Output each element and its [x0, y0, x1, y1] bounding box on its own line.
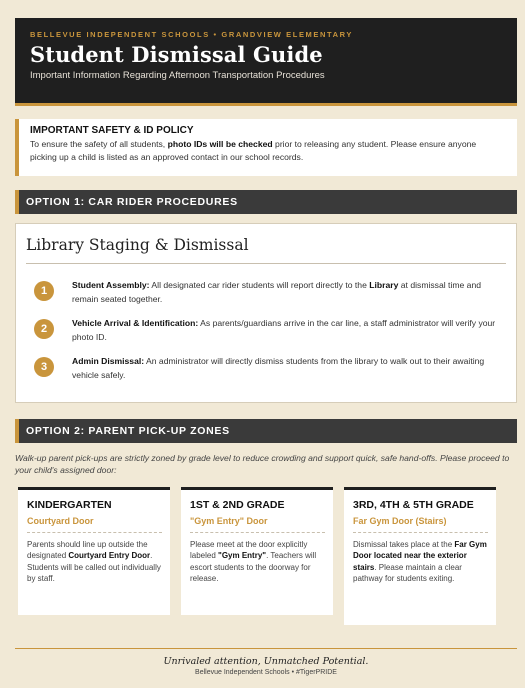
- zone-text: . Please maintain a clear pathway for students exiting.: [353, 562, 462, 583]
- header-accent-rule: [15, 103, 517, 106]
- divider: [26, 263, 506, 264]
- zone-emphasis: Courtyard Entry Door: [68, 551, 151, 560]
- zone-title: 3RD, 4TH & 5TH GRADE: [353, 499, 474, 511]
- section-bar-option-1: OPTION 1: CAR RIDER PROCEDURES: [15, 190, 517, 214]
- zones-intro: Walk-up parent pick-ups are strictly zoned by grade level to reduce crowding and support quick, safe hand-offs. Please proceed to your child's assigned door:: [15, 453, 510, 475]
- step-body: As parents/guardians arrive in the car line, a staff administrator will verify your photo ID.: [72, 318, 496, 342]
- zone-body: [190, 539, 325, 585]
- zone-text: . Students will be called out individually by staff.: [27, 551, 161, 583]
- step-body: All designated car rider students will report directly to the: [149, 280, 370, 290]
- page-subtitle: Important Information Regarding Afternoon Transportation Procedures: [30, 70, 325, 81]
- policy-text: prior to releasing any student. Please ensure anyone picking up a child is listed as an approved contact in our school records.: [30, 139, 477, 162]
- zone-card-3rd-5th: [344, 487, 496, 625]
- zone-door: Far Gym Door (Stairs): [353, 516, 488, 533]
- page-footer: [15, 656, 517, 676]
- zone-text: . Teachers will escort students to the doorway for release.: [190, 551, 317, 583]
- policy-text: To ensure the safety of all students,: [30, 139, 168, 149]
- policy-callout: [15, 119, 517, 176]
- org-name: BELLEVUE INDEPENDENT SCHOOLS • GRANDVIEW ELEMENTARY: [30, 30, 353, 39]
- step-number-badge: 1: [34, 281, 54, 301]
- step-text: [72, 317, 502, 344]
- step-body: An administrator will directly dismiss students from the library to walk out to their awaiting vehicle safely.: [72, 356, 485, 380]
- page-header: [15, 18, 517, 103]
- zone-card-1st-2nd: [181, 487, 333, 615]
- car-rider-card: [15, 223, 517, 403]
- footer-subline: Bellevue Independent Schools • #TigerPRIDE: [195, 669, 337, 676]
- zone-emphasis: Far Gym Door located near the exterior stairs: [353, 539, 487, 572]
- zone-title: KINDERGARTEN: [27, 499, 112, 511]
- zone-text: Dismissal takes place at the: [353, 539, 455, 549]
- footer-rule: [15, 648, 517, 649]
- zone-text: Please meet at the door explicitly labeled: [190, 539, 308, 560]
- policy-emphasis: photo IDs will be checked: [167, 139, 273, 149]
- step-lead: Vehicle Arrival & Identification:: [72, 318, 199, 328]
- zone-title: 1ST & 2ND GRADE: [190, 499, 285, 511]
- section-bar-option-2: OPTION 2: PARENT PICK-UP ZONES: [15, 419, 517, 443]
- card-title: Library Staging & Dismissal: [26, 236, 249, 254]
- policy-body: [30, 138, 505, 164]
- policy-title: IMPORTANT SAFETY & ID POLICY: [30, 125, 194, 136]
- step-text: [72, 279, 502, 306]
- zone-body: [353, 539, 488, 585]
- step-body: at dismissal time and remain seated together.: [72, 280, 482, 304]
- step-number-badge: 3: [34, 357, 54, 377]
- footer-tagline: Unrivaled attention, Unmatched Potential.: [163, 656, 369, 667]
- step-number-badge: 2: [34, 319, 54, 339]
- zone-door: "Gym Entry" Door: [190, 516, 325, 533]
- step-lead: Student Assembly:: [72, 280, 150, 290]
- page-title: Student Dismissal Guide: [30, 42, 323, 67]
- step-text: [72, 355, 502, 382]
- zone-text: Parents should line up outside the designated: [27, 539, 148, 560]
- step-lead: Admin Dismissal:: [72, 356, 145, 366]
- zone-door: Courtyard Door: [27, 516, 162, 533]
- zone-body: [27, 539, 162, 585]
- zone-emphasis: "Gym Entry": [218, 551, 267, 560]
- zone-card-kindergarten: [18, 487, 170, 615]
- step-emphasis: Library: [369, 280, 399, 290]
